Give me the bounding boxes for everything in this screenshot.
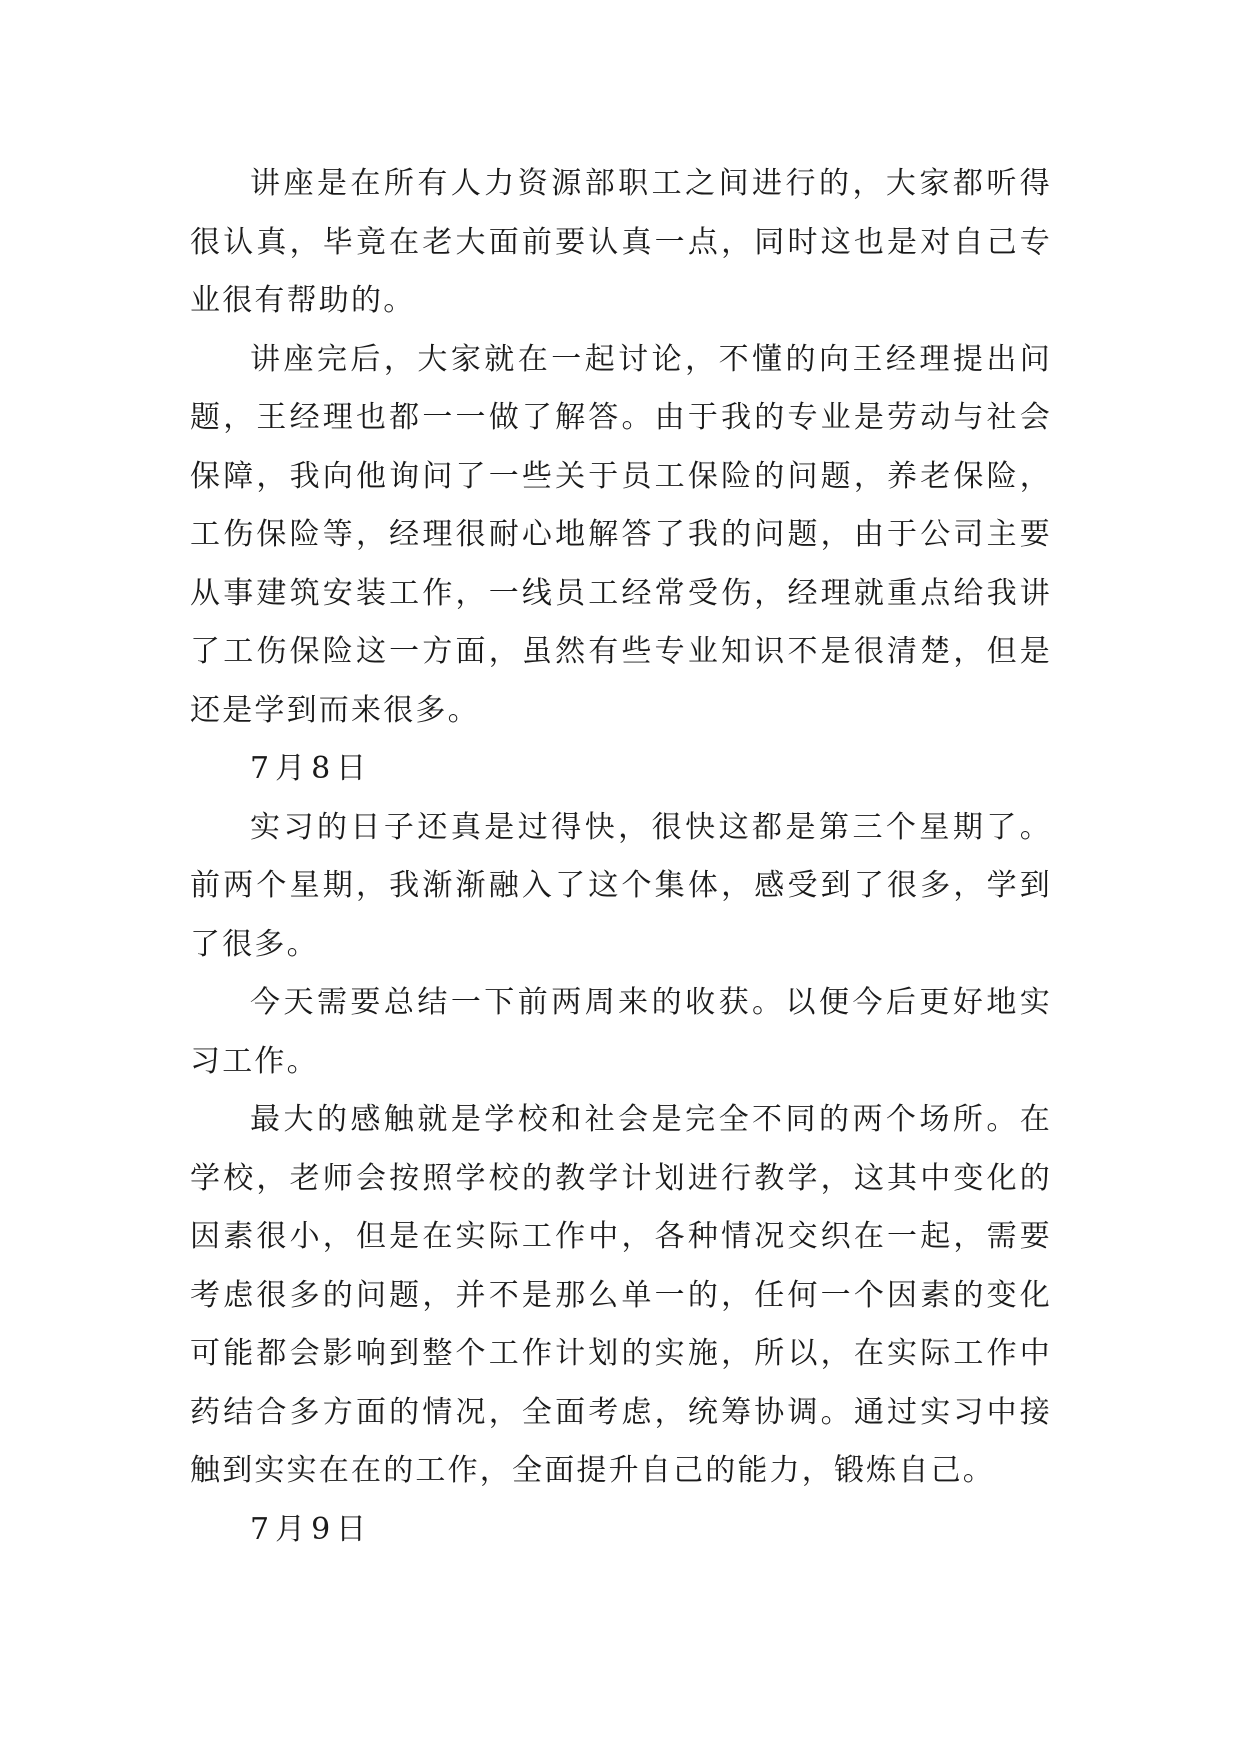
date-heading-july-8: 7月8日 bbox=[250, 751, 373, 786]
date-heading-july-9: 7月9日 bbox=[250, 1511, 373, 1547]
paragraph-summary: 今天需要总结一下前两周来的收获。以便今后更好地实习工作。 bbox=[190, 985, 1052, 1079]
document-body bbox=[190, 155, 1052, 1559]
paragraph-third-week: 实习的日子还真是过得快，很快这都是第三个星期了。前两个星期，我渐渐融入了这个集体，感受到了很多，学到了很多。 bbox=[190, 809, 1052, 962]
paragraph-reflection: 最大的感触就是学校和社会是完全不同的两个场所。在学校，老师会按照学校的教学计划进行教学，这其中变化的因素很小，但是在实际工作中，各种情况交织在一起，需要考虑很多的问题，并不是那么单一的，任何一个因素的变化可能都会影响到整个工作计划的实施，所以，在实际工作中药结合多方面的情况，全面考虑，统筹协调。通过实习中接触到实实在在的工作，全面提升自己的能力，锻炼自己。 bbox=[190, 1102, 1052, 1488]
paragraph-discussion: 讲座完后，大家就在一起讨论，不懂的向王经理提出问题，王经理也都一一做了解答。由于我的专业是劳动与社会保障，我向他询问了一些关于员工保险的问题，养老保险，工伤保险等，经理很耐心地解答了我的问题，由于公司主要从事建筑安装工作，一线员工经常受伤，经理就重点给我讲了工伤保险这一方面，虽然有些专业知识不是很清楚，但是还是学到而来很多。 bbox=[190, 341, 1052, 728]
paragraph-lecture: 讲座是在所有人力资源部职工之间进行的，大家都听得很认真，毕竟在老大面前要认真一点，同时这也是对自己专业很有帮助的。 bbox=[190, 166, 1052, 318]
